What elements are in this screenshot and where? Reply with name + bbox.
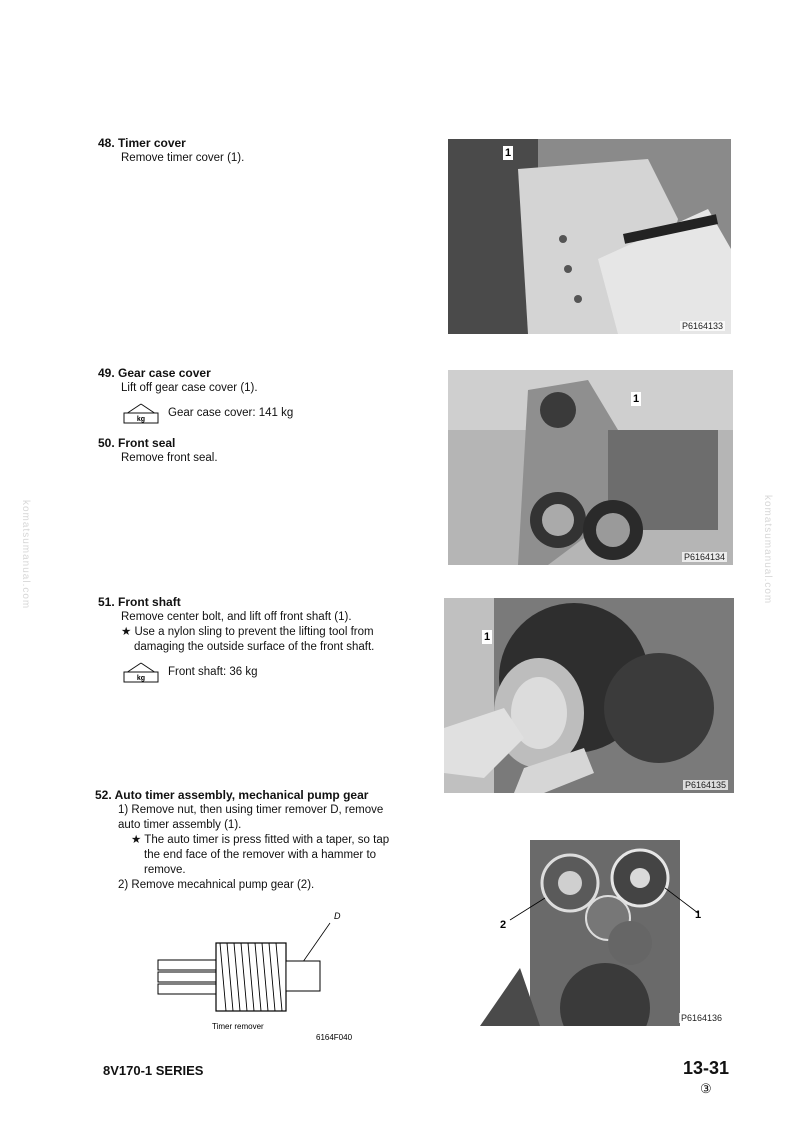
callout-1: 1 <box>505 147 512 159</box>
remover-tip <box>286 961 320 991</box>
page-number: 13-31 <box>683 1058 730 1078</box>
step-50-title <box>98 436 408 451</box>
figure-id: 6164F040 <box>316 1033 353 1042</box>
photo-id: P6164135 <box>684 780 726 790</box>
step-number: 49. <box>98 366 115 380</box>
weight-value: Gear case cover: 141 kg <box>168 406 294 419</box>
step-number: 50. <box>98 436 115 450</box>
diagram-caption: Timer remover <box>212 1022 264 1031</box>
photo-timer-cover-image <box>448 139 731 334</box>
step-number: 48. <box>98 136 115 150</box>
step-number: 51. <box>98 595 115 609</box>
photo-id: P6164133 <box>681 321 723 331</box>
callout-1: 1 <box>695 909 702 921</box>
step-heading: Gear case cover <box>118 366 211 380</box>
step-49 <box>98 366 408 424</box>
step-52 <box>95 788 405 893</box>
remover-shaft-mid <box>158 972 218 982</box>
step-heading: Front shaft <box>118 595 181 609</box>
callout-1: 1 <box>633 393 640 405</box>
step-49-text: Lift off gear case cover (1). <box>121 382 258 394</box>
weight-kg-icon <box>122 661 160 683</box>
photo-timer-cover <box>448 139 731 334</box>
timer-remover-diagram <box>150 905 400 1045</box>
photo-front-shaft <box>444 598 734 793</box>
step-50 <box>98 436 408 466</box>
remover-shaft-top <box>158 960 218 970</box>
photo-id: P6164134 <box>683 552 725 562</box>
weight-kg-icon <box>122 402 160 424</box>
step-48-title <box>98 136 408 151</box>
step-51-note: ★ Use a nylon sling to prevent the lifting tool from damaging the outside surface of the front shaft. <box>121 626 375 653</box>
step-52-title <box>95 788 405 803</box>
step-51 <box>98 595 403 683</box>
callout-1: 1 <box>484 631 491 643</box>
kg-icon-label: kg <box>136 416 146 423</box>
remover-shaft-bottom <box>158 984 218 994</box>
step-51-title <box>98 595 403 610</box>
step-heading: Timer cover <box>118 136 186 150</box>
watermark-right: komatsumanual.com <box>762 495 773 605</box>
step-49-title <box>98 366 408 381</box>
revision-mark: ③ <box>700 1081 712 1096</box>
step-52-sub2: 2) Remove mecahnical pump gear (2). <box>118 879 315 891</box>
photo-id: P6164136 <box>680 1013 722 1023</box>
weight-row <box>98 402 408 424</box>
step-52-sub1: 1) Remove nut, then using timer remover D, remove auto timer assembly (1). <box>118 804 384 831</box>
step-48-text: Remove timer cover (1). <box>121 152 245 164</box>
callout-2: 2 <box>500 919 507 931</box>
step-heading: Front seal <box>118 436 176 450</box>
photo-auto-timer-image <box>480 838 730 1026</box>
photo-gear-case-cover-image <box>448 370 733 565</box>
photo-front-shaft-image <box>444 598 734 793</box>
tool-label-d: D <box>334 911 341 921</box>
step-number: 52. <box>95 788 112 802</box>
step-51-text: Remove center bolt, and lift off front shaft (1). <box>121 611 352 623</box>
kg-icon-label: kg <box>136 675 146 682</box>
footer-series: 8V170-1 SERIES <box>103 1063 204 1078</box>
weight-value: Front shaft: 36 kg <box>168 665 258 678</box>
step-52-note: ★ The auto timer is press fitted with a taper, so tap the end face of the remover with a hammer to remove. <box>131 834 390 876</box>
weight-row <box>98 661 403 683</box>
step-heading: Auto timer assembly, mechanical pump gear <box>114 788 369 802</box>
step-48 <box>98 136 408 166</box>
watermark-left: komatsumanual.com <box>20 500 31 610</box>
step-50-text: Remove front seal. <box>121 452 218 464</box>
photo-gear-case-cover <box>448 370 733 565</box>
photo-auto-timer <box>480 838 730 1026</box>
